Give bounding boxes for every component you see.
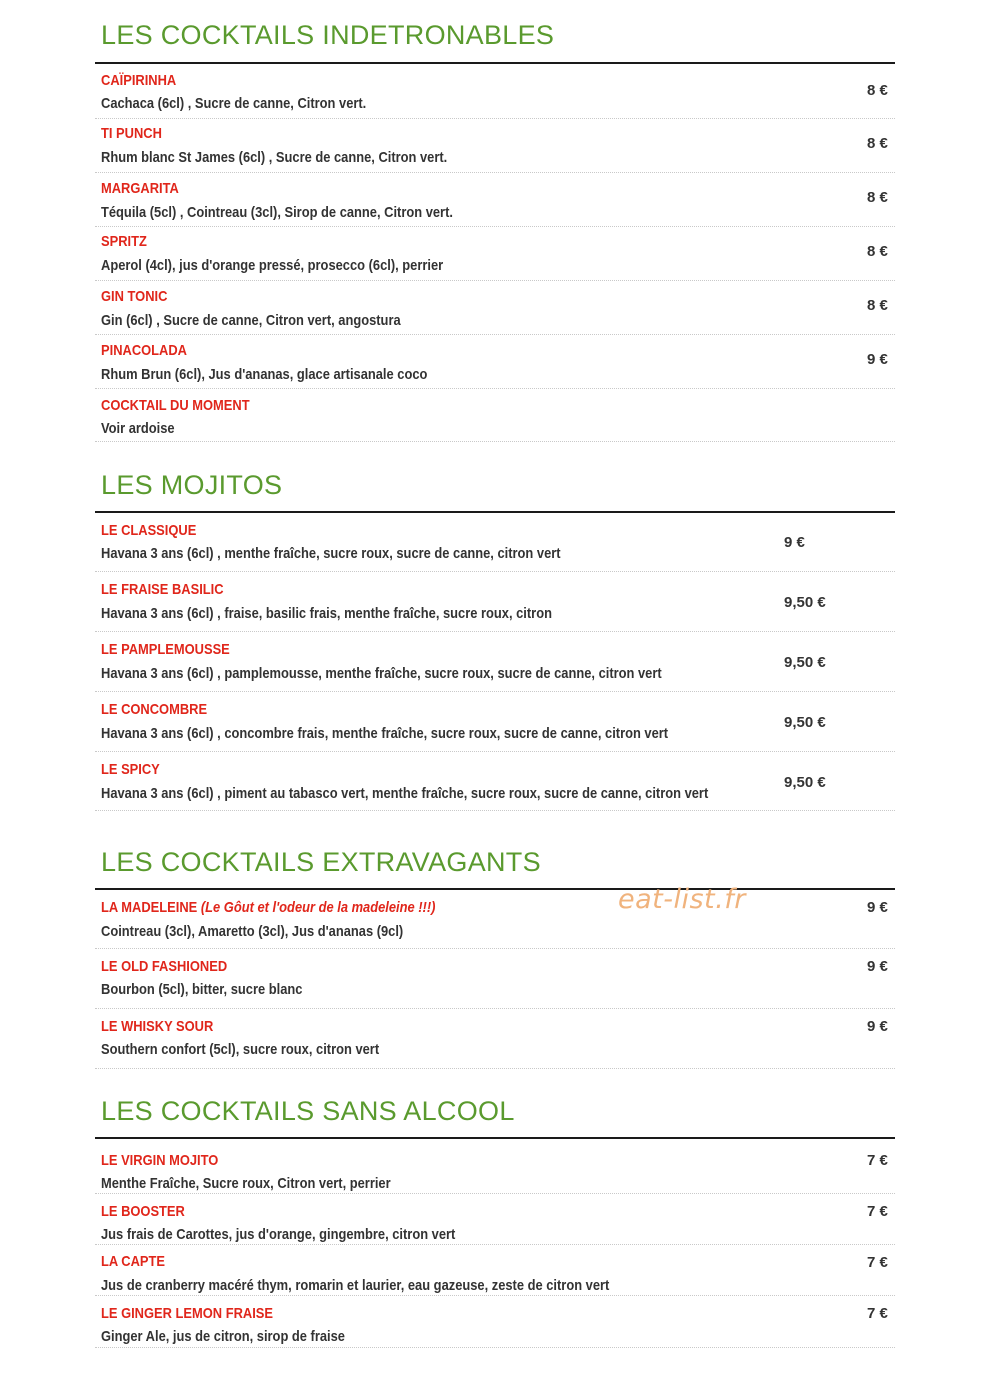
watermark: eat-list.fr — [618, 884, 746, 915]
item-description: Southern confort (5cl), sucre roux, citron vert — [101, 1041, 380, 1058]
item-price: 9 € — [867, 1018, 888, 1035]
item-name: COCKTAIL DU MOMENT — [101, 397, 250, 414]
item-price: 8 € — [867, 297, 888, 314]
section-divider — [95, 1137, 895, 1139]
menu-item — [95, 1143, 895, 1194]
item-name: TI PUNCH — [101, 125, 162, 142]
menu-item — [95, 1194, 895, 1245]
menu-item — [95, 389, 895, 442]
item-name: LE BOOSTER — [101, 1203, 185, 1220]
item-price: 9,50 € — [784, 774, 826, 791]
item-price: 8 € — [867, 135, 888, 152]
item-description: Gin (6cl) , Sucre de canne, Citron vert, angostura — [101, 312, 401, 329]
item-description: Havana 3 ans (6cl) , pamplemousse, menthe fraîche, sucre roux, sucre de canne, citron vert — [101, 665, 662, 682]
item-name: LE GINGER LEMON FRAISE — [101, 1305, 274, 1322]
item-name — [101, 899, 435, 916]
item-name: CAÏPIRINHA — [101, 72, 177, 89]
item-name: PINACOLADA — [101, 342, 187, 359]
section-title: LES MOJITOS — [101, 470, 283, 500]
menu-item — [95, 572, 895, 632]
item-price: 9,50 € — [784, 594, 826, 611]
item-price: 8 € — [867, 243, 888, 260]
item-price: 8 € — [867, 82, 888, 99]
item-description: Cachaca (6cl) , Sucre de canne, Citron vert. — [101, 95, 367, 112]
item-price: 9,50 € — [784, 714, 826, 731]
item-name: LE FRAISE BASILIC — [101, 581, 224, 598]
item-description: Menthe Fraîche, Sucre roux, Citron vert, perrier — [101, 1175, 391, 1192]
menu-item — [95, 513, 895, 572]
item-price: 8 € — [867, 189, 888, 206]
item-name: LE PAMPLEMOUSSE — [101, 641, 230, 658]
item-name: SPRITZ — [101, 233, 147, 250]
item-price: 9 € — [784, 534, 805, 551]
item-description: Jus de cranberry macéré thym, romarin et laurier, eau gazeuse, zeste de citron vert — [101, 1277, 610, 1294]
item-name: LE CLASSIQUE — [101, 522, 197, 539]
item-name-text: LA MADELEINE — [101, 899, 198, 916]
item-price: 9 € — [867, 899, 888, 916]
item-description: Havana 3 ans (6cl) , fraise, basilic frais, menthe fraîche, sucre roux, citron — [101, 605, 552, 622]
item-note: (Le Gôut et l'odeur de la madeleine !!!) — [200, 899, 436, 916]
item-price: 9 € — [867, 958, 888, 975]
item-description: Aperol (4cl), jus d'orange pressé, prosecco (6cl), perrier — [101, 257, 444, 274]
item-description: Havana 3 ans (6cl) , piment au tabasco vert, menthe fraîche, sucre roux, sucre de canne, citron vert — [101, 785, 709, 802]
item-price: 7 € — [867, 1254, 888, 1271]
item-description: Jus frais de Carottes, jus d'orange, gingembre, citron vert — [101, 1226, 456, 1243]
item-description: Téquila (5cl) , Cointreau (3cl), Sirop de canne, Citron vert. — [101, 204, 453, 221]
menu-item — [95, 1245, 895, 1296]
menu-item — [95, 227, 895, 281]
item-price: 9,50 € — [784, 654, 826, 671]
item-price: 7 € — [867, 1203, 888, 1220]
item-name: LE WHISKY SOUR — [101, 1018, 214, 1035]
item-name: LE CONCOMBRE — [101, 701, 208, 718]
menu-item — [95, 632, 895, 692]
item-price: 9 € — [867, 351, 888, 368]
item-name: LE OLD FASHIONED — [101, 958, 228, 975]
menu-item — [95, 173, 895, 227]
menu-item — [95, 335, 895, 389]
item-description: Bourbon (5cl), bitter, sucre blanc — [101, 981, 303, 998]
item-description: Voir ardoise — [101, 420, 175, 437]
item-description: Rhum blanc St James (6cl) , Sucre de canne, Citron vert. — [101, 149, 448, 166]
menu-item — [95, 281, 895, 335]
item-price: 7 € — [867, 1305, 888, 1322]
section-title: LES COCKTAILS SANS ALCOOL — [101, 1096, 515, 1126]
item-price: 7 € — [867, 1152, 888, 1169]
item-name: LA CAPTE — [101, 1253, 166, 1270]
menu-item — [95, 692, 895, 752]
menu-item — [95, 1009, 895, 1069]
section-title: LES COCKTAILS INDETRONABLES — [101, 20, 555, 50]
item-description: Havana 3 ans (6cl) , menthe fraîche, sucre roux, sucre de canne, citron vert — [101, 545, 561, 562]
menu-item — [95, 119, 895, 173]
section-divider — [95, 62, 895, 64]
menu-item — [95, 1296, 895, 1348]
menu-item — [95, 890, 895, 949]
item-description: Rhum Brun (6cl), Jus d'ananas, glace artisanale coco — [101, 366, 428, 383]
item-description: Cointreau (3cl), Amaretto (3cl), Jus d'ananas (9cl) — [101, 923, 404, 940]
item-name: LE VIRGIN MOJITO — [101, 1152, 219, 1169]
item-description: Havana 3 ans (6cl) , concombre frais, menthe fraîche, sucre roux, sucre de canne, citron vert — [101, 725, 669, 742]
item-name: MARGARITA — [101, 180, 179, 197]
item-name: LE SPICY — [101, 761, 160, 778]
menu-item — [95, 752, 895, 811]
item-name: GIN TONIC — [101, 288, 168, 305]
item-description: Ginger Ale, jus de citron, sirop de fraise — [101, 1328, 345, 1345]
menu-item — [95, 949, 895, 1009]
menu-item — [95, 66, 895, 119]
section-title: LES COCKTAILS EXTRAVAGANTS — [101, 847, 541, 877]
